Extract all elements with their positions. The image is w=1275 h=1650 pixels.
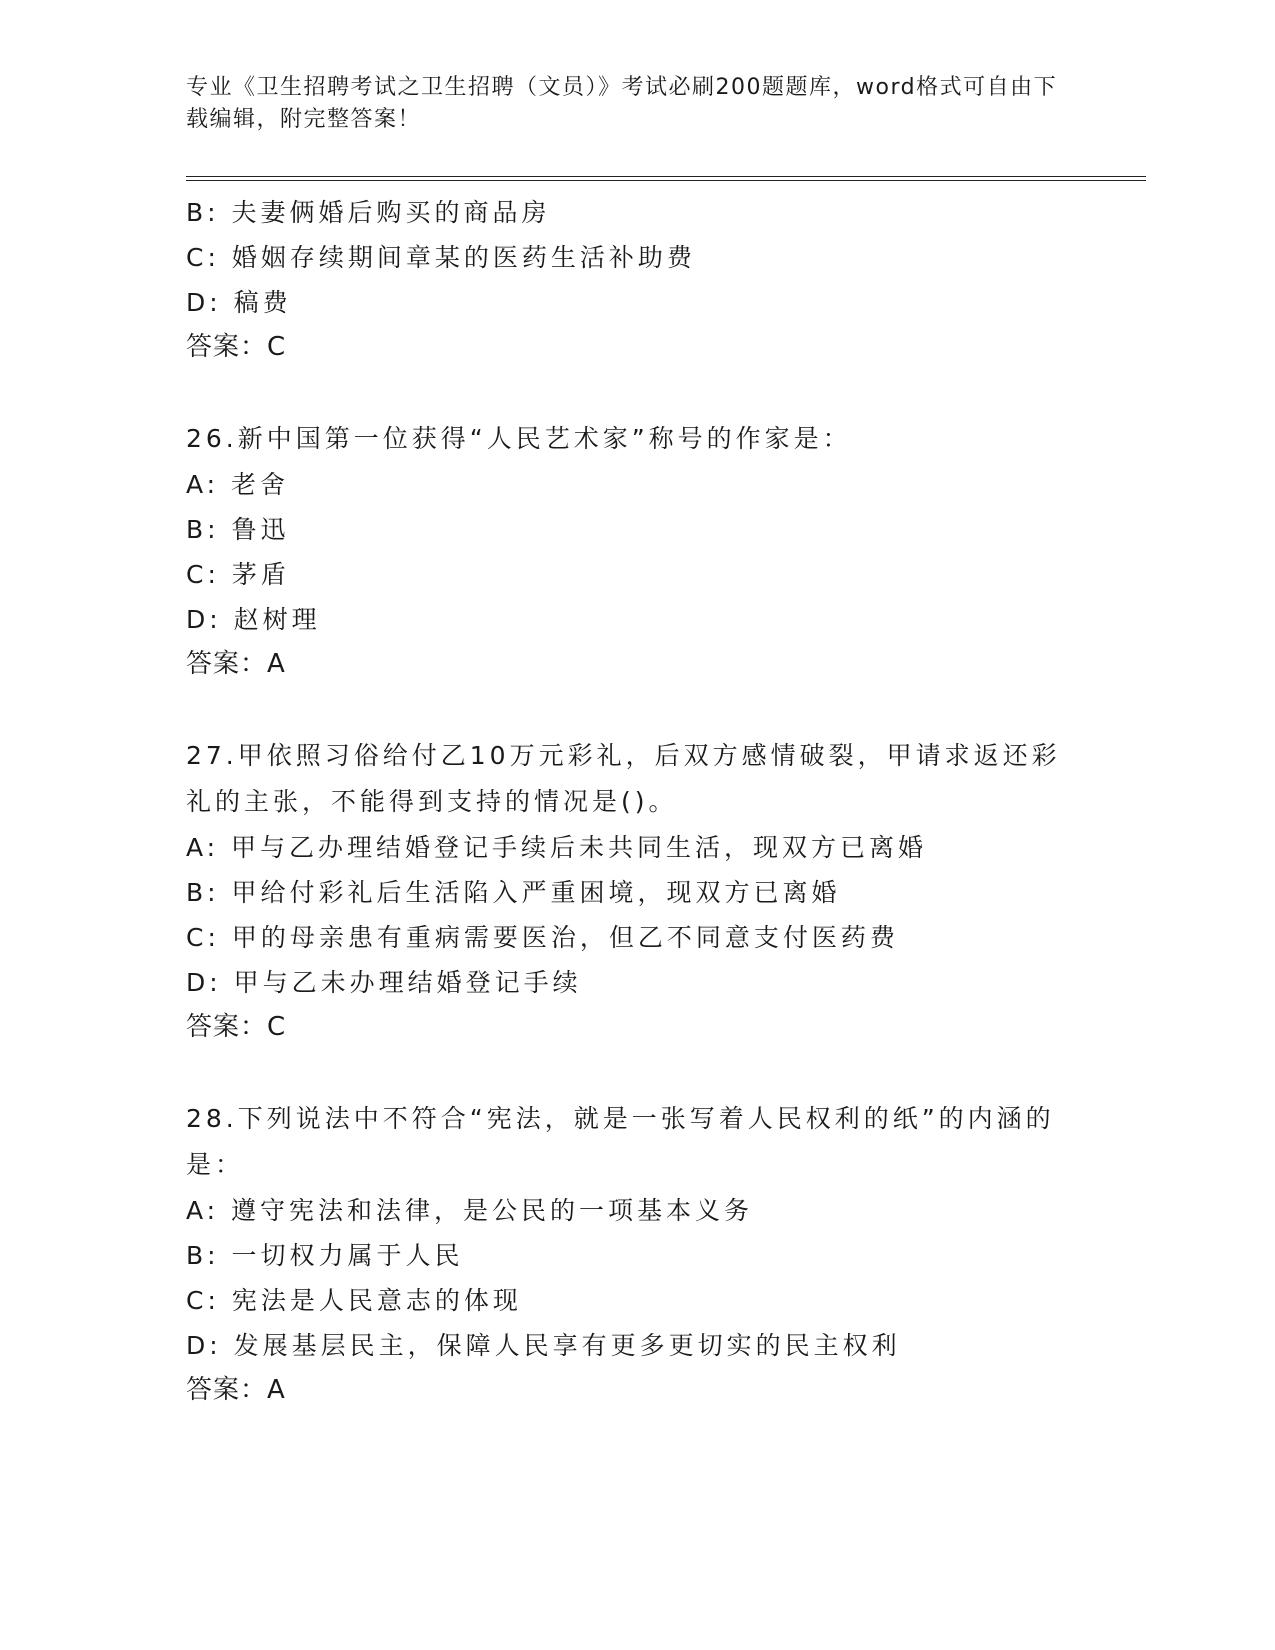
option-c: C: 甲的母亲患有重病需要医治，但乙不同意支付医药费 [186, 923, 899, 952]
question-list [186, 190, 1086, 1413]
header-divider [186, 176, 1146, 181]
option-b: B: 鲁迅 [186, 515, 290, 544]
question-25-tail [186, 190, 1086, 370]
question-stem: 28.下列说法中不符合“宪法，就是一张写着人民权利的纸”的内涵的是： [186, 1104, 1055, 1179]
answer: 答案：C [186, 1012, 287, 1042]
option-d: D: 发展基层民主，保障人民享有更多更切实的民主权利 [186, 1331, 901, 1360]
answer: 答案：C [186, 332, 287, 362]
option-d: D: 赵树理 [186, 605, 321, 634]
question-27 [186, 733, 1086, 1050]
option-c: C: 宪法是人民意志的体现 [186, 1286, 522, 1315]
option-c: C: 茅盾 [186, 560, 290, 589]
question-stem: 26.新中国第一位获得“人民艺术家”称号的作家是： [186, 424, 852, 453]
option-b: B: 夫妻俩婚后购买的商品房 [186, 198, 551, 227]
option-b: B: 甲给付彩礼后生活陷入严重困境，现双方已离婚 [186, 878, 841, 907]
option-d: D: 稿费 [186, 288, 292, 317]
option-a: A: 老舍 [186, 470, 290, 499]
option-a: A: 甲与乙办理结婚登记手续后未共同生活，现双方已离婚 [186, 833, 928, 862]
answer: 答案：A [186, 1375, 286, 1405]
document-header-title: 专业《卫生招聘考试之卫生招聘（文员）》考试必刷200题题库，word格式可自由下载编辑，附完整答案！ [186, 75, 1058, 132]
option-a: A: 遵守宪法和法律，是公民的一项基本义务 [186, 1196, 754, 1225]
answer: 答案：A [186, 649, 286, 679]
question-stem: 27.甲依照习俗给付乙10万元彩礼，后双方感情破裂，甲请求返还彩礼的主张，不能得到支持的情况是()。 [186, 741, 1061, 816]
option-d: D: 甲与乙未办理结婚登记手续 [186, 968, 582, 997]
question-26 [186, 416, 1086, 687]
question-28 [186, 1096, 1086, 1413]
option-c: C: 婚姻存续期间章某的医药生活补助费 [186, 243, 696, 272]
option-b: B: 一切权力属于人民 [186, 1241, 464, 1270]
